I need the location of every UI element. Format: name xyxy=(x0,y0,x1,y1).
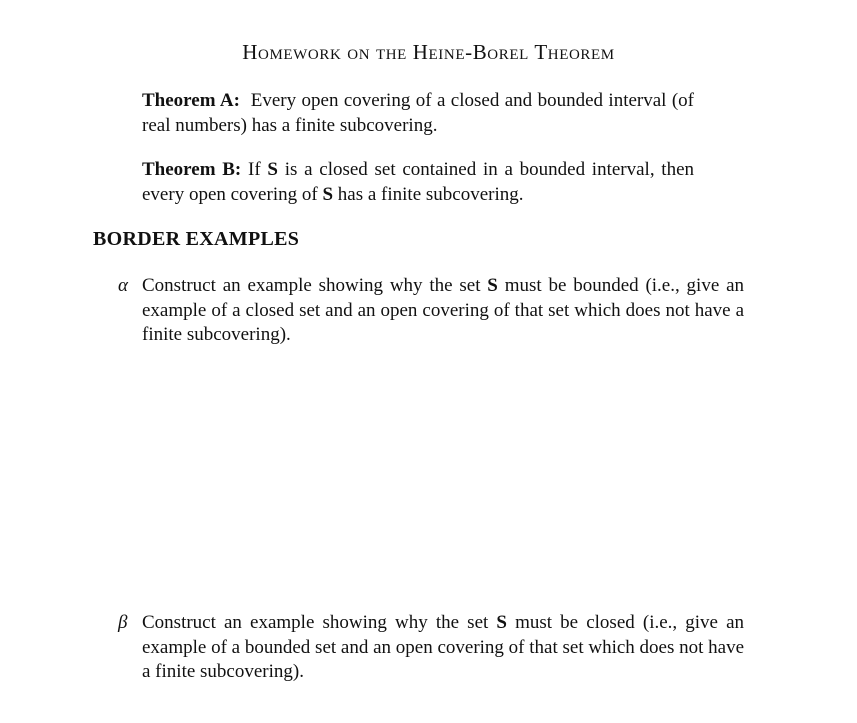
theorem-b-text-2: is a closed set contained in a bounded interval, then every open covering of xyxy=(142,159,695,205)
theorem-b xyxy=(142,157,694,207)
theorem-b-set-symbol: S xyxy=(267,159,278,180)
problem-beta-set-symbol: S xyxy=(496,612,507,633)
problem-alpha-text-2: must be bounded (i.e., give an example of a closed set and an open covering of that set which does not have a finite subcovering). xyxy=(142,275,744,345)
theorem-b-label: Theorem B: xyxy=(142,159,242,180)
theorem-b-text-3: has a finite subcovering. xyxy=(337,184,524,205)
theorem-b-text-1: If xyxy=(248,159,261,180)
problem-beta xyxy=(118,611,744,685)
theorem-a-text: Every open covering of a closed and bounded interval (of real numbers) has a finite subcovering. xyxy=(142,90,695,136)
problem-alpha-body xyxy=(142,274,744,348)
page-title: Homework on the Heine-Borel Theorem xyxy=(242,40,615,64)
problem-alpha-marker: α xyxy=(118,275,128,296)
problem-beta-text-2: must be closed (i.e., give an example of a bounded set and an open covering of that set which does not have a finite subcovering). xyxy=(142,612,745,682)
problem-beta-marker: β xyxy=(118,612,128,633)
problem-alpha-set-symbol: S xyxy=(487,275,498,296)
theorem-a xyxy=(142,88,694,138)
section-heading: BORDER EXAMPLES xyxy=(93,228,300,250)
problem-alpha-text-1: Construct an example showing why the set xyxy=(142,275,481,296)
problem-alpha xyxy=(118,274,744,348)
theorem-b-set-symbol-2: S xyxy=(322,184,334,205)
problem-beta-body xyxy=(142,611,744,685)
theorem-a-label: Theorem A: xyxy=(142,90,240,111)
problem-beta-text-1: Construct an example showing why the set xyxy=(142,612,489,633)
